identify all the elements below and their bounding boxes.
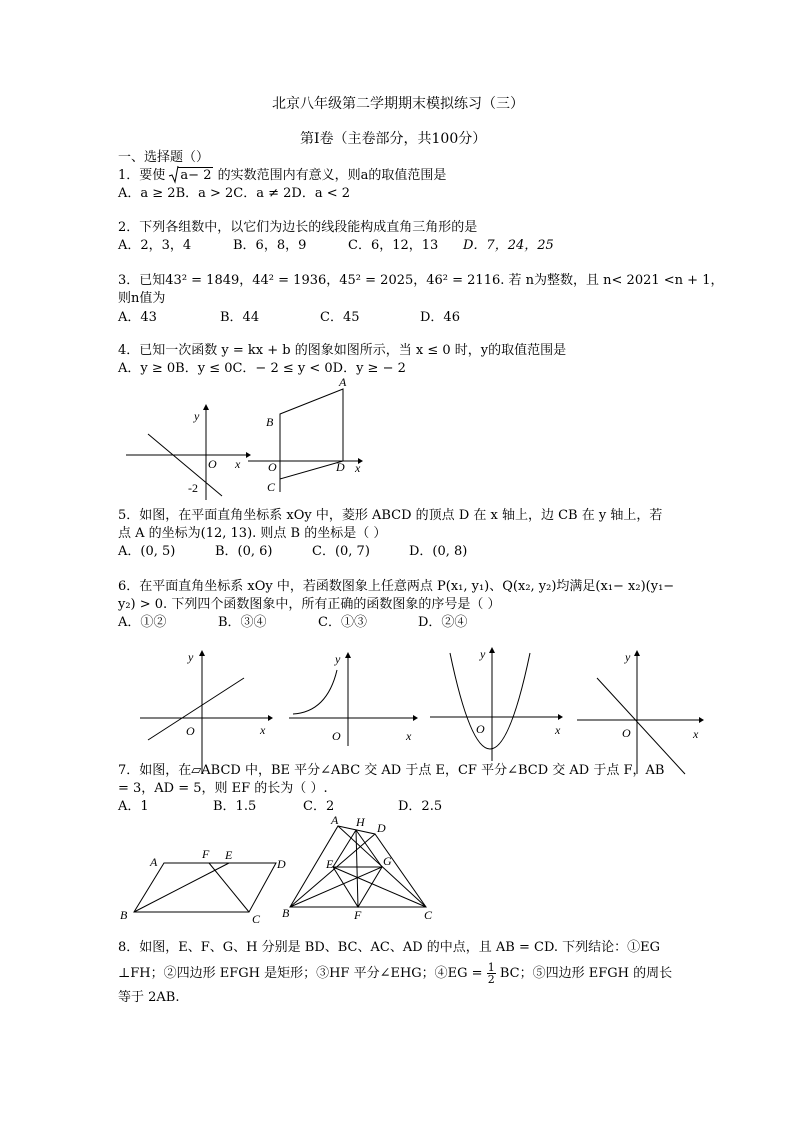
- q8-stem-line2-part1: ⊥FH；②四边形 EFGH 是矩形；③HF 平分∠EHG；④EG =: [118, 966, 483, 981]
- q7-fig1-label-e: E: [225, 848, 233, 862]
- q8-stem-line1: 8．如图，E、F、G、H 分别是 BD、BC、AC、AD 的中点，且 AB = CD. 下列结论：①EG: [118, 940, 661, 955]
- q8-stem-line3: 等于 2AB.: [118, 990, 180, 1005]
- q3-stem-line2: 则n值为: [118, 291, 166, 306]
- q5-option-c: C．(0, 7): [312, 544, 370, 559]
- q7-option-b: B．1.5: [213, 799, 257, 814]
- q2-option-c: C．6，12，13: [348, 238, 439, 253]
- q6-g1-origin-label: O: [186, 724, 195, 738]
- q6-g2-x-label: x: [406, 729, 412, 743]
- q6-graph-4: [575, 648, 715, 778]
- q2-option-d: D．7，24，25: [463, 238, 554, 253]
- q4-fig1-origin-label: O: [208, 457, 217, 471]
- q7-fig1-label-c: C: [252, 912, 261, 926]
- q6-graph-3: [428, 645, 568, 765]
- q7-fig1-label-a: A: [150, 855, 158, 869]
- q2-option-a: A．2，3，4: [118, 238, 192, 253]
- q5-stem-line2: 点 A 的坐标为(12, 13). 则点 B 的坐标是（ ）: [118, 526, 387, 541]
- q2-stem: 2．下列各组数中，以它们为边长的线段能构成直角三角形的是: [118, 220, 478, 235]
- q6-g2-origin-label: O: [332, 729, 341, 743]
- q6-option-b: B．③④: [218, 615, 267, 630]
- q8-fig-label-b: B: [282, 906, 290, 920]
- q3-option-c: C．45: [320, 310, 360, 325]
- q4-fig2-label-c: C: [267, 480, 276, 494]
- q8-fig-label-a: A: [331, 813, 339, 827]
- q3-option-d: D．46: [420, 310, 460, 325]
- q7-option-a: A．1: [118, 799, 149, 814]
- q5-stem-line1: 5．如图，在平面直角坐标系 xOy 中，菱形 ABCD 的顶点 D 在 x 轴上，边 CB 在 y 轴上，若: [118, 508, 663, 523]
- q8-fig-label-e: E: [326, 857, 334, 871]
- q5-option-d: D．(0, 8): [409, 544, 468, 559]
- q4-fig2-label-a: A: [339, 375, 347, 389]
- q6-stem-line1: 6．在平面直角坐标系 xOy 中，若函数图象上任意两点 P(x₁, y₁)、Q(x₂, y₂)均满足(x₁− x₂)(y₁−: [118, 579, 675, 594]
- q6-g3-origin-label: O: [476, 722, 485, 736]
- q6-option-c: C．①③: [318, 615, 367, 630]
- q1-options: A．a ≥ 2B．a > 2C．a ≠ 2D．a < 2: [118, 186, 351, 201]
- q6-g3-x-label: x: [555, 723, 561, 737]
- q7-option-d: D．2.5: [398, 799, 443, 814]
- q6-g4-origin-label: O: [622, 726, 631, 740]
- q8-fraction: [487, 962, 496, 985]
- q4-options: A．y ≥ 0B．y ≤ 0C．− 2 ≤ y < 0D．y ≥ − 2: [118, 361, 406, 376]
- q7-fig1-label-b: B: [120, 908, 128, 922]
- q4-stem: 4．已知一次函数 y = kx + b 的图象如图所示，当 x ≤ 0 时，y的取值范围是: [118, 343, 567, 358]
- q7-fig1-label-d: D: [277, 857, 286, 871]
- q6-option-d: D．②④: [418, 615, 468, 630]
- q8-fig-label-c: C: [424, 908, 433, 922]
- q1-prefix: 1．要使: [118, 168, 166, 183]
- q4-figure-line-graph: [122, 404, 252, 504]
- q3-option-b: B．44: [220, 310, 260, 325]
- q6-graph-2: [287, 650, 427, 750]
- q8-fig-label-d: D: [377, 821, 386, 835]
- q3-option-a: A．43: [118, 310, 157, 325]
- q1-radical: [169, 168, 213, 184]
- q6-graph-1: [138, 648, 278, 778]
- q4-figure-rhombus: [248, 374, 378, 504]
- q8-fraction-denominator: 2: [487, 973, 495, 986]
- q7-fig1-label-f: F: [202, 847, 210, 861]
- q5-option-b: B．(0, 6): [215, 544, 273, 559]
- q7-figure-parallelogram: [116, 845, 286, 925]
- q2-option-b: B．6，8，9: [233, 238, 307, 253]
- q6-g2-y-label: y: [335, 652, 341, 666]
- q8-fraction-numerator: 1: [487, 961, 495, 974]
- q8-stem-line2: [118, 962, 672, 985]
- q4-fig2-label-d: D: [336, 460, 345, 474]
- q3-stem-line1: 3．已知43² = 1849，44² = 1936，45² = 2025，46² = 2116. 若 n为整数，且 n< 2021 <n + 1，: [118, 273, 724, 288]
- q6-g1-y-label: y: [188, 650, 194, 664]
- q6-option-a: A．①②: [118, 615, 167, 630]
- q7-option-c: C．2: [303, 799, 335, 814]
- q1-stem-text: 的实数范围内有意义，则a的取值范围是: [217, 168, 447, 183]
- q6-g4-x-label: x: [693, 727, 699, 741]
- radical-sign-icon: [169, 166, 179, 184]
- q7-stem-line2: = 3，AD = 5，则 EF 的长为（ ）.: [118, 781, 328, 796]
- q4-fig2-label-b: B: [266, 415, 274, 429]
- q8-fig-label-f: F: [354, 908, 362, 922]
- page-subtitle: 第Ⅰ卷（主卷部分，共100分）: [300, 131, 487, 147]
- q6-g4-y-label: y: [625, 650, 631, 664]
- q8-figure-quadrilateral: [282, 812, 442, 922]
- q1-stem: [118, 168, 446, 184]
- q6-g1-x-label: x: [260, 723, 266, 737]
- q4-fig2-label-o: O: [268, 460, 277, 474]
- q8-fig-label-h: H: [356, 815, 365, 829]
- q6-g3-y-label: y: [480, 647, 486, 661]
- q1-radicand: a− 2: [180, 168, 212, 183]
- q5-option-a: A．(0, 5): [118, 544, 176, 559]
- q7-stem-line1: 7．如图，在▱ABCD 中，BE 平分∠ABC 交 AD 于点 E，CF 平分∠BCD 交 AD 于点 F，AB: [118, 763, 665, 778]
- q6-stem-line2: y₂) > 0. 下列四个函数图象中，所有正确的函数图象的序号是（ ）: [118, 597, 501, 612]
- q4-fig1-x-label: x: [235, 457, 241, 471]
- q8-fig-label-g: G: [383, 854, 392, 868]
- q4-fig1-y-label: y: [194, 409, 200, 423]
- section-heading: 一、选择题（）: [118, 150, 210, 165]
- q4-fig1-intercept-label: -2: [188, 481, 198, 495]
- q8-stem-line2-part2: BC；⑤四边形 EFGH 的周长: [499, 966, 673, 981]
- q4-fig2-label-x: x: [355, 461, 361, 475]
- page-title: 北京八年级第二学期期末模拟练习（三）: [272, 96, 524, 112]
